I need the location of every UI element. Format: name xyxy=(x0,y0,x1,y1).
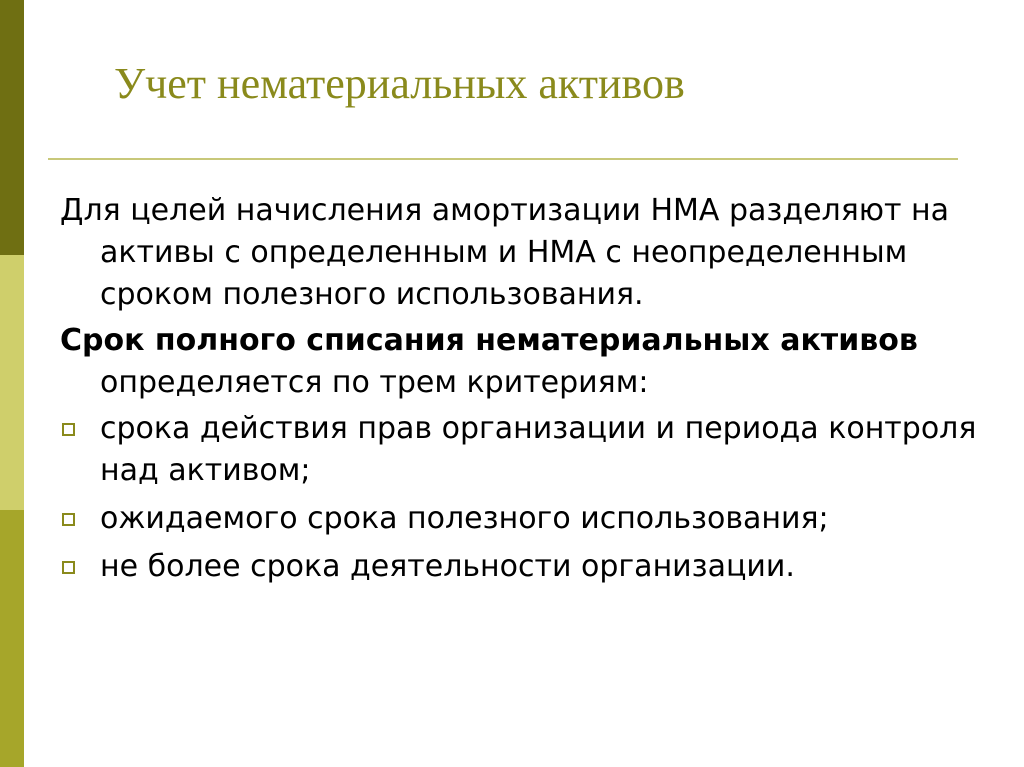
hollow-square-icon xyxy=(62,423,75,436)
bullet-text: не более срока деятельности организации. xyxy=(100,549,795,584)
paragraph-writeoff xyxy=(60,320,980,404)
paragraph-writeoff-bold: Срок полного списания нематериальных активов xyxy=(60,323,918,358)
side-bar-middle xyxy=(0,255,24,510)
title-divider xyxy=(48,158,958,160)
list-item xyxy=(60,546,980,588)
bullet-text: срока действия прав организации и периода контроля над активом; xyxy=(100,411,977,488)
paragraph-amortization: Для целей начисления амортизации НМА разделяют на активы с определенным и НМА с неопределенным сроком полезного использования. xyxy=(60,193,950,312)
side-bar-bottom xyxy=(0,510,24,767)
hollow-square-icon xyxy=(62,561,75,574)
slide-title: Учет нематериальных активов xyxy=(114,59,685,108)
list-item xyxy=(60,498,980,540)
slide-body xyxy=(60,190,980,594)
list-item xyxy=(60,408,980,492)
bullet-text: ожидаемого срока полезного использования; xyxy=(100,501,829,536)
side-bar-top xyxy=(0,0,24,255)
hollow-square-icon xyxy=(62,513,75,526)
paragraph-writeoff-rest: определяется по трем критериям: xyxy=(100,365,649,400)
